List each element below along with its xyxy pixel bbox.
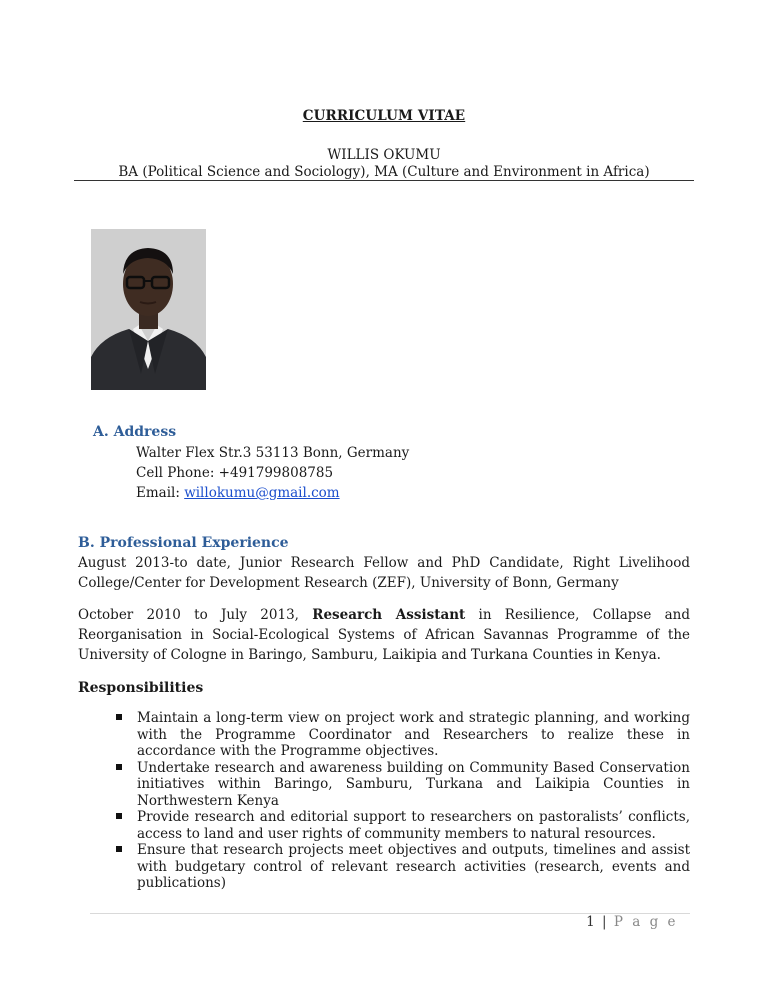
portrait-image: [91, 229, 206, 390]
header-rule: [74, 180, 694, 181]
page-number: 1: [586, 914, 597, 930]
page-label: P a g e: [613, 914, 678, 930]
experience-entry-1: August 2013-to date, Junior Research Fellow and PhD Candidate, Right Livelihood College/Center for Development Research (ZEF), University of Bonn, Germany: [78, 555, 690, 591]
list-item-text: Undertake research and awareness building on Community Based Conservation initiatives within Baringo, Samburu, Turkana and Laikipia Counties in Northwestern Kenya: [137, 759, 690, 809]
candidate-degrees: BA (Political Science and Sociology), MA (Culture and Environment in Africa): [118, 164, 650, 180]
candidate-name: WILLIS OKUMU: [327, 147, 441, 163]
list-item-text: Provide research and editorial support to researchers on pastoralists’ conflicts, access to land and user rights of community members to natural resources.: [137, 809, 690, 842]
bullet-square-icon: [116, 714, 122, 720]
list-item: [110, 809, 690, 842]
address-street: Walter Flex Str.3 53113 Bonn, Germany: [136, 445, 410, 461]
experience-entry-2-role: Research Assistant: [312, 607, 466, 623]
responsibilities-heading: Responsibilities: [78, 680, 204, 696]
page-separator: |: [596, 914, 614, 930]
email-link[interactable]: willokumu@gmail.com: [184, 485, 340, 501]
address-phone: Cell Phone: +491799808785: [136, 465, 334, 481]
list-item-text: Maintain a long-term view on project work and strategic planning, and working with the Programme Coordinator and Researchers to realize these in accordance with the Programme objectives.: [137, 710, 690, 759]
page-footer: [586, 914, 678, 930]
list-item: [110, 760, 690, 810]
profile-photo: [91, 229, 206, 390]
address-email-line: [136, 483, 340, 503]
list-item: [110, 842, 690, 892]
list-item-text: Ensure that research projects meet objectives and outputs, timelines and assist with budgetary control of relevant research activities (research, events and publications): [137, 842, 690, 891]
experience-entry-2-prefix: October 2010 to July 2013,: [78, 607, 313, 623]
bullet-square-icon: [116, 846, 122, 852]
experience-entry-2: [78, 605, 690, 665]
address-heading: A. Address: [93, 424, 177, 440]
experience-entry-2-suffix: in Resilience, Collapse and Reorganisation in Social-Ecological Systems of African Savannas Programme of the University of Cologne in Baringo, Samburu, Laikipia and Turkana Counties in Kenya.: [78, 607, 690, 663]
experience-heading: B. Professional Experience: [78, 535, 289, 551]
list-item: [110, 710, 690, 760]
bullet-square-icon: [116, 813, 122, 819]
responsibilities-list: [110, 710, 690, 892]
email-label: Email:: [136, 485, 185, 501]
bullet-square-icon: [116, 764, 122, 770]
document-title: CURRICULUM VITAE: [302, 108, 466, 124]
